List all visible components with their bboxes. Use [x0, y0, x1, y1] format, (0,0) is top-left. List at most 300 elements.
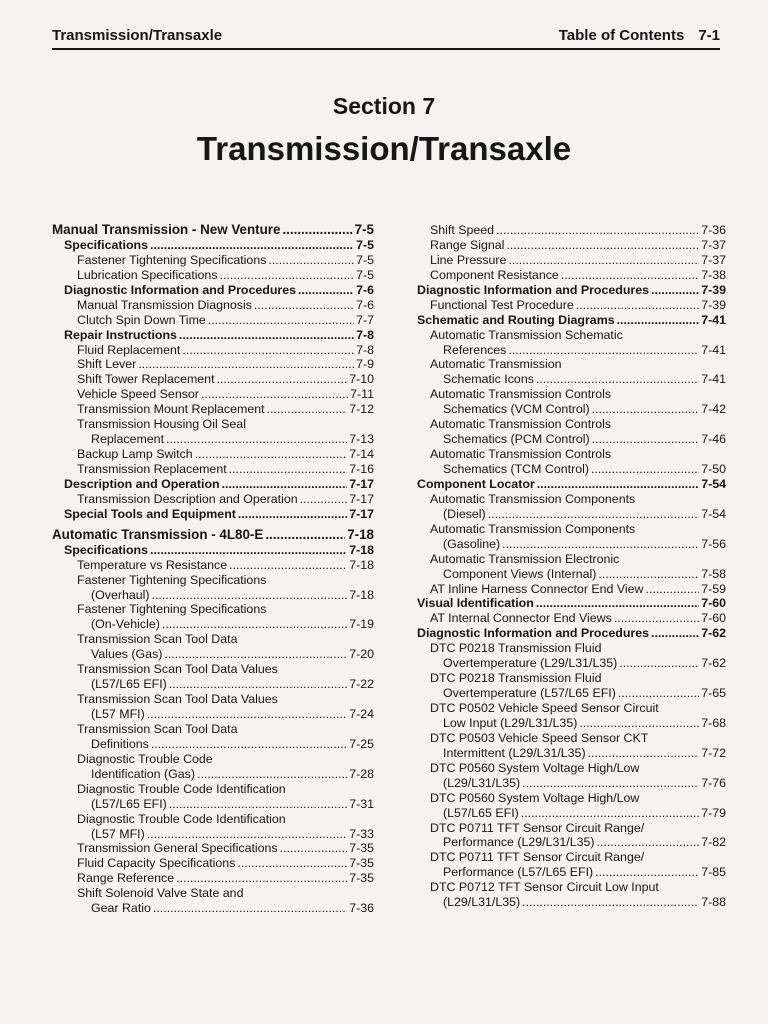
toc-entry-page: 7-50 [701, 462, 726, 476]
toc-entry-title: DTC P0502 Vehicle Speed Sensor Circuit [430, 701, 659, 715]
toc-entry-page: 7-60 [701, 596, 726, 611]
toc-entry[interactable] [52, 573, 374, 588]
toc-entry[interactable] [417, 716, 726, 731]
toc-entry[interactable] [417, 328, 726, 343]
toc-entry-title: DTC P0503 Vehicle Speed Sensor CKT [430, 730, 649, 745]
toc-entry-title: Component Resistance [430, 267, 559, 282]
toc-entry-page: 7-18 [349, 542, 374, 557]
toc-entry[interactable] [52, 477, 374, 492]
toc-entry-title: Transmission General Specifications [77, 841, 278, 856]
toc-entry[interactable] [52, 692, 374, 707]
toc-dot-leader [502, 537, 699, 552]
toc-dot-leader [651, 626, 699, 641]
header-chapter-title: Transmission/Transaxle [52, 27, 223, 44]
toc-entry-title: Manual Transmission - New Venture [52, 222, 281, 237]
toc-entry-page: 7-36 [349, 901, 374, 916]
toc-entry-title: Lubrication Specifications [77, 267, 218, 282]
toc-dot-leader [229, 558, 347, 573]
toc-entry[interactable] [52, 268, 374, 283]
toc-entry-title: Temperature vs Resistance [77, 557, 228, 572]
toc-entry[interactable] [417, 611, 726, 626]
toc-entry-page: 7-11 [350, 387, 374, 402]
toc-dot-leader [508, 253, 699, 268]
toc-entry[interactable] [417, 417, 726, 432]
toc-dot-leader [536, 372, 699, 387]
toc-entry-title: Backup Lamp Switch [77, 447, 193, 462]
header-toc-label: Table of Contents [558, 27, 685, 44]
toc-entry-page: 7-6 [356, 282, 374, 297]
toc-entry[interactable] [417, 537, 726, 552]
toc-entry-page: 7-54 [701, 506, 726, 521]
toc-entry[interactable] [417, 552, 726, 567]
toc-entry-page: 7-25 [349, 736, 374, 751]
toc-entry-title: Line Pressure [430, 252, 507, 267]
toc-entry[interactable] [417, 835, 726, 850]
running-header [52, 22, 720, 50]
toc-entry[interactable] [52, 617, 374, 632]
toc-entry[interactable] [52, 886, 374, 901]
toc-entry[interactable] [417, 806, 726, 821]
toc-entry[interactable] [417, 462, 726, 477]
toc-entry-title: Automatic Transmission Controls [430, 417, 612, 432]
toc-entry-title: Automatic Transmission Electronic [430, 551, 620, 566]
toc-entry[interactable] [417, 223, 726, 238]
toc-dot-leader [614, 611, 699, 626]
toc-entry-page: 7-60 [701, 611, 726, 626]
toc-entry[interactable] [52, 507, 374, 522]
toc-entry-page: 7-18 [349, 557, 374, 572]
toc-dot-leader [169, 797, 347, 812]
toc-dot-leader [595, 865, 699, 880]
toc-entry[interactable] [417, 298, 726, 313]
toc-entry[interactable] [52, 812, 374, 827]
toc-entry[interactable] [52, 328, 374, 343]
toc-entry-title: Identification (Gas) [91, 766, 195, 781]
toc-entry-page: 7-13 [349, 432, 374, 447]
toc-entry-title: (L57/L65 EFI) [91, 677, 167, 692]
toc-entry[interactable] [417, 268, 726, 283]
toc-dot-leader [561, 268, 699, 283]
toc-dot-leader [229, 462, 348, 477]
toc-entry-page: 7-54 [701, 476, 726, 491]
toc-entry[interactable] [417, 761, 726, 776]
toc-entry-title: Low Input (L29/L31/L35) [443, 715, 578, 730]
toc-entry-title: DTC P0560 System Voltage High/Low [430, 760, 640, 775]
toc-entry-title: Automatic Transmission [430, 357, 562, 372]
toc-entry-title: Fastener Tightening Specifications [77, 252, 267, 267]
toc-entry-page: 7-35 [349, 856, 374, 871]
toc-entry-title: DTC P0711 TFT Sensor Circuit Range/ [430, 850, 645, 865]
toc-entry[interactable] [52, 313, 374, 328]
toc-entry[interactable] [52, 462, 374, 477]
toc-entry-title: Diagnostic Information and Procedures [64, 282, 297, 297]
toc-entry-title: Shift Speed [430, 223, 495, 237]
toc-entry-title: Definitions [91, 736, 149, 751]
toc-entry-page: 7-62 [701, 626, 726, 641]
toc-dot-leader [166, 432, 347, 447]
toc-dot-leader [182, 343, 354, 358]
toc-right-column [417, 223, 726, 910]
toc-entry-page: 7-76 [701, 775, 726, 790]
toc-entry-page: 7-24 [349, 707, 374, 721]
toc-entry[interactable] [52, 871, 374, 886]
toc-entry-page: 7-18 [347, 526, 374, 542]
toc-entry-title: Transmission Scan Tool Data [77, 721, 238, 736]
toc-entry-title: Component Views (Internal) [443, 566, 597, 581]
toc-dot-leader [169, 677, 347, 692]
section-title: Transmission/Transaxle [196, 130, 572, 167]
toc-left-column [52, 223, 374, 916]
toc-dot-leader [150, 543, 347, 558]
toc-dot-leader [597, 835, 700, 850]
toc-entry-page: 7-17 [349, 476, 374, 491]
toc-dot-leader [195, 447, 347, 462]
toc-entry[interactable] [52, 417, 374, 432]
toc-entry-page: 7-28 [349, 766, 374, 781]
toc-entry-page: 7-41 [701, 372, 726, 387]
toc-entry-title: Overtemperature (L57/L65 EFI) [443, 686, 616, 701]
toc-entry[interactable] [52, 901, 374, 916]
toc-entry-title: (Gasoline) [443, 536, 501, 551]
toc-entry-title: Shift Tower Replacement [77, 372, 215, 387]
toc-entry[interactable] [52, 602, 374, 617]
toc-dot-leader [208, 313, 354, 328]
toc-dot-leader [598, 567, 699, 582]
toc-entry[interactable] [52, 238, 374, 253]
toc-entry[interactable] [417, 671, 726, 686]
toc-dot-leader [267, 402, 348, 417]
toc-entry-page: 7-41 [701, 312, 726, 327]
toc-dot-leader [162, 617, 347, 632]
toc-entry-page: 7-12 [349, 402, 374, 417]
toc-entry-title: Schematic Icons [443, 372, 534, 387]
toc-entry-title: Component Locator [417, 476, 535, 491]
toc-entry[interactable] [417, 746, 726, 761]
toc-entry-page: 7-38 [701, 267, 726, 282]
toc-entry-page: 7-33 [349, 826, 374, 841]
toc-entry-title: Transmission Housing Oil Seal [77, 417, 246, 432]
toc-entry[interactable] [52, 387, 374, 402]
toc-entry[interactable] [52, 856, 374, 871]
toc-entry[interactable] [52, 528, 374, 543]
toc-entry-page: 7-68 [701, 715, 726, 730]
toc-entry-title: DTC P0711 TFT Sensor Circuit Range/ [430, 820, 645, 835]
toc-entry-title: Clutch Spin Down Time [77, 312, 206, 327]
toc-entry[interactable] [417, 641, 726, 656]
toc-dot-leader [197, 767, 347, 782]
toc-entry[interactable] [417, 596, 726, 611]
header-section-label [559, 27, 720, 44]
toc-entry-page: 7-16 [349, 462, 374, 476]
toc-dot-leader [298, 283, 354, 298]
toc-entry[interactable] [52, 447, 374, 462]
toc-entry-title: Automatic Transmission Controls [430, 387, 612, 402]
toc-entry-title: DTC P0560 System Voltage High/Low [430, 790, 640, 805]
toc-entry-title: Transmission Scan Tool Data [77, 632, 238, 647]
toc-entry[interactable] [417, 283, 726, 298]
toc-entry-page: 7-36 [701, 223, 726, 237]
toc-entry[interactable] [52, 707, 374, 722]
toc-entry-title: References [443, 342, 507, 357]
toc-entry[interactable] [52, 372, 374, 387]
toc-dot-leader [646, 582, 700, 597]
toc-entry-title: DTC P0218 Transmission Fluid [430, 671, 602, 686]
toc-entry-page: 7-5 [356, 237, 374, 252]
toc-entry-title: Overtemperature (L29/L31/L35) [443, 656, 618, 671]
toc-entry-page: 7-19 [349, 617, 374, 632]
toc-entry-title: Values (Gas) [91, 647, 163, 662]
toc-dot-leader [268, 253, 354, 268]
toc-dot-leader [222, 477, 348, 492]
toc-entry-title: Diagnostic Trouble Code Identification [77, 811, 286, 826]
toc-entry[interactable] [52, 588, 374, 603]
toc-entry[interactable] [52, 492, 374, 507]
toc-entry-page: 7-22 [349, 677, 374, 692]
toc-entry-title: Shift Solenoid Valve State and [77, 886, 244, 901]
toc-entry-title: Performance (L29/L31/L35) [443, 835, 595, 850]
toc-entry[interactable] [417, 701, 726, 716]
toc-entry-page: 7-58 [701, 566, 726, 581]
toc-entry-page: 7-6 [356, 297, 374, 312]
toc-entry[interactable] [52, 283, 374, 298]
toc-entry-page: 7-85 [701, 865, 726, 880]
toc-entry[interactable] [417, 507, 726, 522]
toc-entry-page: 7-8 [356, 342, 374, 357]
toc-entry-title: Range Signal [430, 237, 505, 252]
header-page-number: 7-1 [698, 27, 720, 44]
toc-entry-title: Automatic Transmission - 4L80-E [52, 526, 264, 542]
toc-entry[interactable] [52, 677, 374, 692]
toc-entry[interactable] [52, 357, 374, 372]
toc-dot-leader [506, 238, 699, 253]
toc-entry[interactable] [52, 543, 374, 558]
toc-entry[interactable] [52, 223, 374, 238]
toc-entry-title: Repair Instructions [64, 327, 177, 342]
toc-entry-page: 7-39 [701, 282, 726, 297]
toc-entry-page: 7-17 [349, 506, 374, 521]
toc-entry[interactable] [417, 387, 726, 402]
toc-entry-page: 7-35 [349, 871, 374, 886]
toc-dot-leader [617, 313, 700, 328]
toc-dot-leader [217, 372, 348, 387]
toc-entry[interactable] [52, 662, 374, 677]
toc-entry[interactable] [52, 797, 374, 812]
toc-entry-page: 7-5 [356, 252, 374, 267]
toc-entry-title: Transmission Replacement [77, 462, 227, 476]
toc-entry-title: Performance (L57/L65 EFI) [443, 865, 594, 880]
toc-entry[interactable] [417, 776, 726, 791]
toc-dot-leader [488, 507, 700, 522]
toc-entry-title: Diagnostic Trouble Code [77, 751, 213, 766]
toc-dot-leader [536, 596, 699, 611]
toc-entry-title: DTC P0712 TFT Sensor Circuit Low Input [430, 880, 659, 895]
toc-entry-page: 7-31 [349, 796, 374, 811]
toc-entry-title: Automatic Transmission Controls [430, 447, 612, 462]
toc-entry-title: Schematic and Routing Diagrams [417, 312, 615, 327]
toc-entry-title: Schematics (TCM Control) [443, 462, 589, 476]
toc-dot-leader [521, 806, 699, 821]
toc-entry[interactable] [417, 372, 726, 387]
toc-entry-page: 7-59 [701, 581, 726, 596]
toc-entry-title: Diagnostic Information and Procedures [417, 282, 650, 297]
toc-entry[interactable] [52, 343, 374, 358]
toc-entry-title: Fluid Replacement [77, 342, 181, 357]
toc-entry-page: 7-37 [701, 237, 726, 252]
toc-entry-title: Special Tools and Equipment [64, 506, 236, 521]
toc-entry[interactable] [417, 731, 726, 746]
toc-entry[interactable] [417, 850, 726, 865]
toc-entry-page: 7-8 [356, 327, 374, 342]
toc-entry-title: (Overhaul) [91, 587, 150, 602]
toc-entry-title: (L29/L31/L35) [443, 895, 521, 910]
toc-entry-title: Transmission Scan Tool Data Values [77, 662, 278, 677]
toc-entry[interactable] [52, 558, 374, 573]
toc-entry[interactable] [52, 841, 374, 856]
toc-entry-title: Fastener Tightening Specifications [77, 602, 267, 617]
toc-entry[interactable] [417, 626, 726, 641]
toc-dot-leader [300, 492, 348, 507]
toc-entry-page: 7-65 [701, 686, 726, 701]
toc-dot-leader [176, 871, 347, 886]
toc-dot-leader [237, 856, 347, 871]
toc-entry-page: 7-46 [701, 432, 726, 447]
toc-entry-page: 7-82 [701, 835, 726, 850]
toc-entry[interactable] [52, 737, 374, 752]
toc-entry-title: Fluid Capacity Specifications [77, 856, 236, 871]
toc-entry-title: Functional Test Procedure [430, 297, 574, 312]
toc-dot-leader [522, 776, 699, 791]
toc-entry-title: Description and Operation [64, 476, 220, 491]
toc-entry-title: Intermittent (L29/L31/L35) [443, 745, 586, 760]
toc-entry[interactable] [417, 522, 726, 537]
toc-entry-page: 7-20 [349, 647, 374, 662]
toc-entry-title: Visual Identification [417, 596, 534, 611]
toc-dot-leader [280, 841, 348, 856]
toc-entry-page: 7-37 [701, 252, 726, 267]
toc-entry-title: Vehicle Speed Sensor [77, 387, 199, 402]
toc-entry[interactable] [52, 782, 374, 797]
toc-entry[interactable] [417, 791, 726, 806]
toc-entry-title: Diagnostic Trouble Code Identification [77, 781, 286, 796]
toc-entry-title: (On-Vehicle) [91, 617, 160, 632]
toc-dot-leader [153, 901, 347, 916]
toc-dot-leader [147, 707, 347, 722]
toc-entry[interactable] [417, 432, 726, 447]
toc-entry[interactable] [417, 253, 726, 268]
toc-entry[interactable] [52, 402, 374, 417]
toc-entry[interactable] [52, 827, 374, 842]
toc-entry-title: Gear Ratio [91, 901, 151, 916]
toc-entry[interactable] [52, 632, 374, 647]
toc-entry[interactable] [417, 477, 726, 492]
toc-entry-page: 7-56 [701, 536, 726, 551]
toc-dot-leader [147, 827, 347, 842]
toc-dot-leader [152, 588, 348, 603]
toc-entry-page: 7-88 [701, 895, 726, 910]
toc-entry-page: 7-41 [701, 342, 726, 357]
toc-dot-leader [254, 298, 354, 313]
toc-entry[interactable] [417, 492, 726, 507]
toc-dot-leader [592, 402, 700, 417]
toc-entry[interactable] [417, 343, 726, 358]
toc-dot-leader [220, 268, 355, 283]
toc-entry-page: 7-35 [349, 841, 374, 856]
toc-entry[interactable] [417, 567, 726, 582]
toc-entry[interactable] [417, 582, 726, 597]
toc-entry[interactable] [52, 722, 374, 737]
toc-entry-page: 7-72 [701, 745, 726, 760]
toc-entry-title: (L29/L31/L35) [443, 775, 521, 790]
toc-entry-page: 7-42 [701, 402, 726, 417]
toc-entry[interactable] [417, 357, 726, 372]
toc-entry[interactable] [417, 865, 726, 880]
toc-dot-leader [619, 656, 699, 671]
toc-entry-title: Fastener Tightening Specifications [77, 572, 267, 587]
toc-entry-page: 7-39 [701, 297, 726, 312]
toc-dot-leader [591, 462, 699, 477]
toc-entry[interactable] [417, 686, 726, 701]
toc-entry[interactable] [417, 880, 726, 895]
toc-entry-title: (L57/L65 EFI) [443, 805, 519, 820]
toc-entry[interactable] [52, 647, 374, 662]
toc-dot-leader [201, 387, 348, 402]
toc-entry-title: Schematics (VCM Control) [443, 402, 590, 417]
toc-entry-page: 7-18 [349, 587, 374, 602]
toc-entry[interactable] [52, 298, 374, 313]
toc-dot-leader [496, 223, 699, 238]
toc-entry-title: Diagnostic Information and Procedures [417, 626, 650, 641]
toc-entry-title: Automatic Transmission Components [430, 491, 636, 506]
toc-entry-title: Transmission Mount Replacement [77, 402, 265, 417]
toc-entry[interactable] [417, 895, 726, 910]
toc-dot-leader [179, 328, 354, 343]
toc-dot-leader [151, 737, 347, 752]
toc-entry-page: 7-9 [356, 357, 374, 372]
toc-entry[interactable] [417, 313, 726, 328]
toc-entry-title: Specifications [64, 237, 149, 252]
toc-entry-page: 7-79 [701, 805, 726, 820]
toc-dot-leader [651, 283, 699, 298]
toc-entry-title: Transmission Scan Tool Data Values [77, 692, 278, 707]
toc-entry-title: Specifications [64, 542, 149, 557]
toc-dot-leader [592, 432, 700, 447]
toc-entry-title: (L57/L65 EFI) [91, 796, 167, 811]
toc-entry[interactable] [417, 656, 726, 671]
toc-entry[interactable] [52, 752, 374, 767]
toc-dot-leader [588, 746, 700, 761]
toc-entry[interactable] [52, 253, 374, 268]
toc-entry-title: Transmission Description and Operation [77, 491, 298, 506]
toc-entry[interactable] [417, 447, 726, 462]
toc-entry[interactable] [417, 238, 726, 253]
toc-entry-page: 7-5 [354, 222, 374, 237]
toc-dot-leader [618, 686, 699, 701]
toc-dot-leader [508, 343, 699, 358]
toc-entry-title: Automatic Transmission Components [430, 521, 636, 536]
toc-entry[interactable] [52, 432, 374, 447]
toc-entry[interactable] [417, 821, 726, 836]
toc-entry[interactable] [417, 402, 726, 417]
toc-entry-page: 7-17 [349, 491, 374, 506]
toc-entry-title: Shift Lever [77, 357, 137, 372]
toc-entry-title: DTC P0218 Transmission Fluid [430, 641, 602, 656]
toc-entry-page: 7-7 [356, 312, 374, 327]
toc-entry-title: Schematics (PCM Control) [443, 432, 590, 447]
toc-entry[interactable] [52, 767, 374, 782]
toc-entry-page: 7-10 [349, 372, 374, 387]
toc-dot-leader [579, 716, 699, 731]
toc-dot-leader [238, 507, 347, 522]
